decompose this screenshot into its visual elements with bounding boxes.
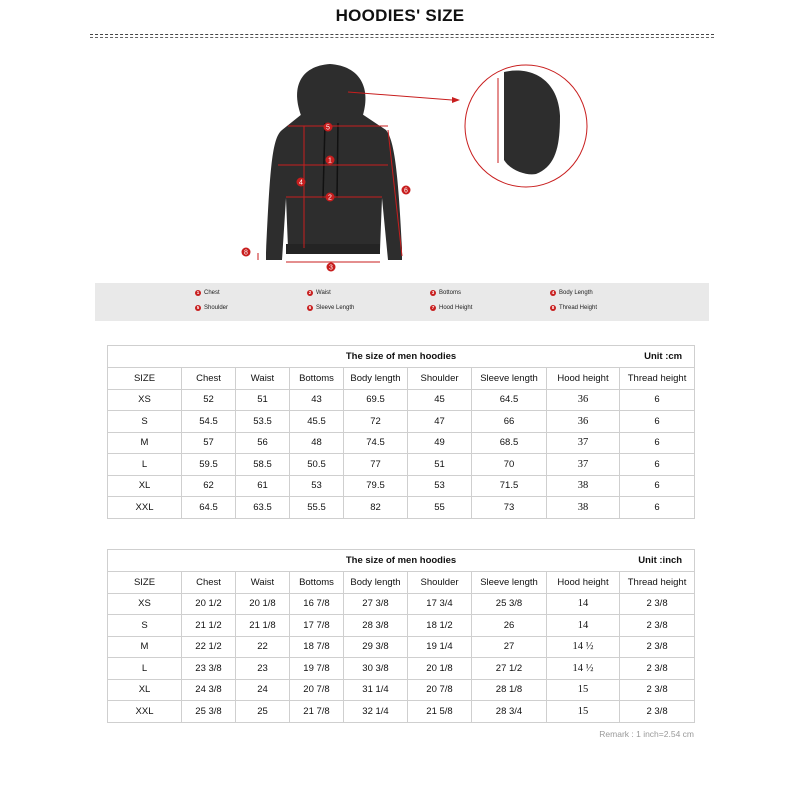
measurement-legend [95, 283, 709, 321]
table-cell: 71.5 [472, 475, 547, 497]
legend-label: Bottoms [439, 290, 462, 296]
table-cell: 49 [408, 432, 472, 454]
table-cell: 17 7/8 [290, 615, 344, 637]
table-cell: 62 [182, 475, 236, 497]
table-cell: 64.5 [472, 389, 547, 411]
table-cell: 20 1/2 [182, 593, 236, 615]
legend-number-badge: 1 [196, 290, 200, 295]
header-cell: Hood height [547, 368, 620, 390]
table-cell: 23 [236, 658, 290, 680]
table-title: The size of men hoodies [345, 351, 457, 362]
table-cell: 53.5 [236, 411, 290, 433]
legend-label: Body Length [559, 290, 593, 296]
size-table-inch [107, 549, 695, 723]
table-cell: 2 3/8 [620, 615, 695, 637]
table-cell: 55.5 [290, 497, 344, 519]
table-row [108, 475, 695, 497]
table-cell: 6 [620, 432, 695, 454]
table-cell: 52 [182, 389, 236, 411]
marker-1 [326, 156, 335, 165]
table-row [108, 411, 695, 433]
table-cell: 25 3/8 [182, 701, 236, 723]
table-cell: S [108, 615, 182, 637]
table-cell: 50.5 [290, 454, 344, 476]
legend-item-hood-height [430, 305, 472, 311]
table-cell: 20 7/8 [408, 679, 472, 701]
table-cell: 61 [236, 475, 290, 497]
header-cell: Body length [344, 368, 408, 390]
marker-6 [402, 186, 411, 195]
table-cell: 36 [547, 389, 620, 411]
table-row [108, 701, 695, 723]
table-cell: 45.5 [290, 411, 344, 433]
table-cell: 6 [620, 454, 695, 476]
table-cell: 74.5 [344, 432, 408, 454]
table-cell: M [108, 432, 182, 454]
table-cell: 6 [620, 497, 695, 519]
table-cell: 79.5 [344, 475, 408, 497]
legend-label: Sleeve Length [316, 305, 355, 311]
unit-conversion-remark: Remark : 1 inch=2.54 cm [599, 729, 694, 739]
table-cell: 38 [547, 475, 620, 497]
table-cell: 20 1/8 [408, 658, 472, 680]
table-cell: 27 1/2 [472, 658, 547, 680]
table-row [108, 389, 695, 411]
header-cell: Waist [236, 572, 290, 594]
legend-item-bottoms [430, 290, 461, 296]
table-cell: XXL [108, 701, 182, 723]
legend-item-waist [307, 290, 331, 296]
table-cell: 20 7/8 [290, 679, 344, 701]
legend-label: Chest [204, 290, 220, 296]
legend-number-badge: 8 [551, 305, 555, 310]
table-unit: Unit :inch [638, 555, 683, 566]
table-title: The size of men hoodies [345, 555, 457, 566]
header-cell: Thread height [620, 572, 695, 594]
table-cell: 15 [547, 679, 620, 701]
table-cell: 19 1/4 [408, 636, 472, 658]
marker-3 [327, 263, 336, 272]
table-caption [108, 346, 695, 368]
header-cell: SIZE [108, 368, 182, 390]
table-cell: 51 [236, 389, 290, 411]
table-cell: 17 3/4 [408, 593, 472, 615]
table-cell: 58.5 [236, 454, 290, 476]
legend-label: Waist [316, 290, 331, 296]
table-row [108, 454, 695, 476]
table-cell: 68.5 [472, 432, 547, 454]
marker-8 [242, 248, 251, 257]
table-cell: 29 3/8 [344, 636, 408, 658]
table-cell: 51 [408, 454, 472, 476]
table-row [108, 679, 695, 701]
table-cell: 14 [547, 615, 620, 637]
table-caption [108, 550, 695, 572]
table-cell: 14 ½ [547, 636, 620, 658]
legend-label: Thread Height [559, 305, 598, 311]
table-cell: 43 [290, 389, 344, 411]
table-cell: 18 1/2 [408, 615, 472, 637]
table-cell: 16 7/8 [290, 593, 344, 615]
marker-5 [324, 123, 333, 132]
table-cell: 37 [547, 432, 620, 454]
svg-text:2: 2 [328, 194, 332, 202]
table-cell: 32 1/4 [344, 701, 408, 723]
table-cell: 28 3/8 [344, 615, 408, 637]
table-cell: 55 [408, 497, 472, 519]
table-cell: 2 3/8 [620, 658, 695, 680]
table-cell: 21 7/8 [290, 701, 344, 723]
table-cell: 24 [236, 679, 290, 701]
table-row [108, 593, 695, 615]
table-cell: 59.5 [182, 454, 236, 476]
table-cell: 23 3/8 [182, 658, 236, 680]
header-cell: Body length [344, 572, 408, 594]
marker-4 [297, 178, 306, 187]
legend-item-shoulder [195, 305, 228, 311]
header-cell: Chest [182, 572, 236, 594]
table-cell: 47 [408, 411, 472, 433]
table-cell: 6 [620, 389, 695, 411]
table-cell: XS [108, 389, 182, 411]
table-cell: 22 1/2 [182, 636, 236, 658]
table-cell: 72 [344, 411, 408, 433]
header-cell: Waist [236, 368, 290, 390]
legend-item-body-length [550, 290, 593, 296]
legend-number-badge: 5 [196, 305, 200, 310]
legend-number-badge: 6 [308, 305, 312, 310]
legend-item-sleeve-length [307, 305, 354, 311]
title-divider-secondary [90, 37, 714, 38]
table-cell: M [108, 636, 182, 658]
table-cell: 69.5 [344, 389, 408, 411]
table-cell: 28 1/8 [472, 679, 547, 701]
hoodie-measurement-diagram [90, 48, 714, 278]
table-cell: 22 [236, 636, 290, 658]
table-cell: 70 [472, 454, 547, 476]
table-header-row [108, 368, 695, 390]
table-cell: 2 3/8 [620, 593, 695, 615]
header-cell: Thread height [620, 368, 695, 390]
table-cell: 53 [290, 475, 344, 497]
table-cell: 53 [408, 475, 472, 497]
svg-text:4: 4 [299, 179, 303, 187]
table-cell: 24 3/8 [182, 679, 236, 701]
table-cell: 37 [547, 454, 620, 476]
table-cell: 21 1/2 [182, 615, 236, 637]
table-cell: 21 1/8 [236, 615, 290, 637]
size-table-cm [107, 345, 695, 519]
table-cell: 66 [472, 411, 547, 433]
table-cell: XL [108, 475, 182, 497]
table-cell: 27 3/8 [344, 593, 408, 615]
table-cell: 6 [620, 475, 695, 497]
svg-text:1: 1 [328, 157, 332, 165]
table-cell: 14 [547, 593, 620, 615]
header-cell: Hood height [547, 572, 620, 594]
svg-text:3: 3 [329, 264, 333, 272]
table-cell: 30 3/8 [344, 658, 408, 680]
table-cell: XL [108, 679, 182, 701]
table-cell: 45 [408, 389, 472, 411]
header-cell: Shoulder [408, 368, 472, 390]
table-cell: 73 [472, 497, 547, 519]
table-cell: 18 7/8 [290, 636, 344, 658]
table-cell: 15 [547, 701, 620, 723]
table-cell: 63.5 [236, 497, 290, 519]
table-row [108, 636, 695, 658]
table-cell: 57 [182, 432, 236, 454]
svg-text:6: 6 [404, 187, 408, 195]
table-cell: 6 [620, 411, 695, 433]
marker-2 [326, 193, 335, 202]
legend-number-badge: 7 [431, 305, 435, 310]
legend-number-badge: 2 [308, 290, 312, 295]
table-cell: 77 [344, 454, 408, 476]
table-cell: XS [108, 593, 182, 615]
svg-text:8: 8 [244, 249, 248, 257]
table-cell: 28 3/4 [472, 701, 547, 723]
page-title: HOODIES' SIZE [335, 6, 465, 25]
legend-item-thread-height [550, 305, 597, 311]
legend-number-badge: 3 [431, 290, 435, 295]
legend-label: Shoulder [204, 305, 229, 311]
table-unit: Unit :cm [644, 351, 683, 362]
table-cell: 25 3/8 [472, 593, 547, 615]
table-cell: 56 [236, 432, 290, 454]
header-cell: Bottoms [290, 368, 344, 390]
header-cell: Sleeve length [472, 368, 547, 390]
table-cell: 14 ½ [547, 658, 620, 680]
table-cell: 2 3/8 [620, 679, 695, 701]
legend-number-badge: 4 [551, 290, 555, 295]
table-row [108, 497, 695, 519]
table-cell: 64.5 [182, 497, 236, 519]
legend-label: Hood Height [439, 305, 473, 311]
table-cell: L [108, 658, 182, 680]
table-row [108, 658, 695, 680]
table-cell: 82 [344, 497, 408, 519]
table-cell: 25 [236, 701, 290, 723]
table-cell: 21 5/8 [408, 701, 472, 723]
table-cell: L [108, 454, 182, 476]
table-cell: 2 3/8 [620, 636, 695, 658]
table-cell: 38 [547, 497, 620, 519]
table-cell: 54.5 [182, 411, 236, 433]
table-cell: 27 [472, 636, 547, 658]
table-row [108, 615, 695, 637]
table-cell: 31 1/4 [344, 679, 408, 701]
header-cell: Shoulder [408, 572, 472, 594]
table-cell: S [108, 411, 182, 433]
table-cell: 48 [290, 432, 344, 454]
header-cell: SIZE [108, 572, 182, 594]
header-cell: Sleeve length [472, 572, 547, 594]
header-cell: Bottoms [290, 572, 344, 594]
table-cell: 26 [472, 615, 547, 637]
table-cell: XXL [108, 497, 182, 519]
table-cell: 20 1/8 [236, 593, 290, 615]
legend-item-chest [195, 290, 220, 296]
table-cell: 2 3/8 [620, 701, 695, 723]
header-cell: Chest [182, 368, 236, 390]
table-header-row [108, 572, 695, 594]
table-cell: 19 7/8 [290, 658, 344, 680]
table-row [108, 432, 695, 454]
hood-detail-inset [465, 65, 587, 187]
title-divider [90, 34, 714, 35]
svg-text:5: 5 [326, 124, 330, 132]
table-cell: 36 [547, 411, 620, 433]
